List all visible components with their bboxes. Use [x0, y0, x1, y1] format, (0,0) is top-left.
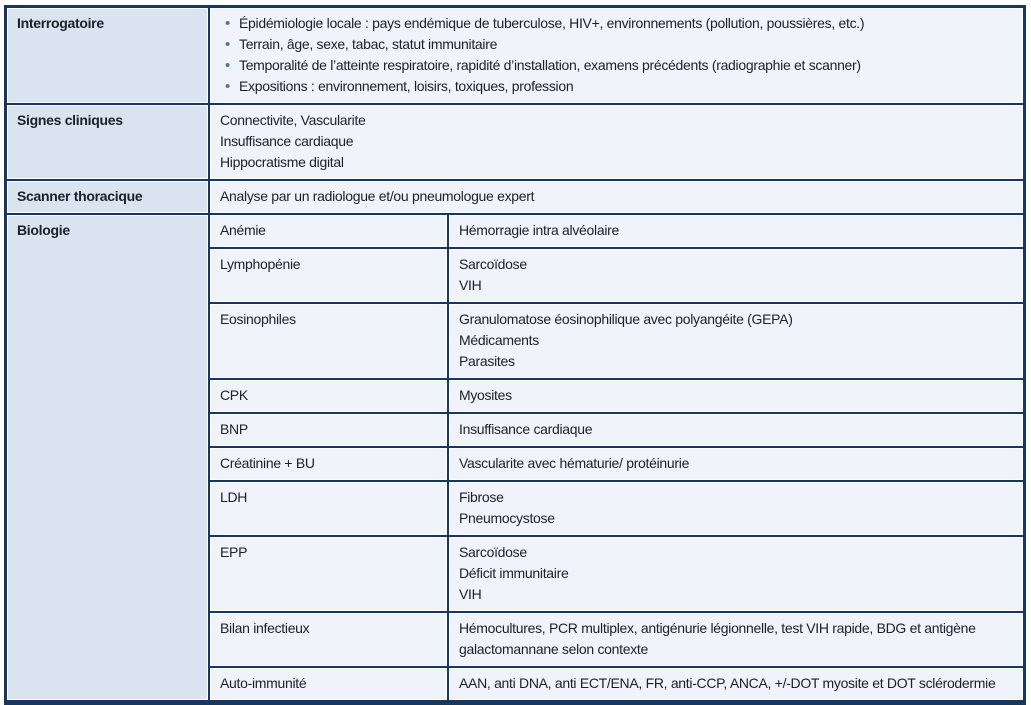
bullet-text: Temporalité de l’atteinte respiratoire, rapidité d’installation, examens précédents (radiographie et scanner) [239, 57, 861, 73]
findings-cell [449, 613, 1023, 666]
row-content-interrogatoire [210, 8, 1023, 103]
findings-cell [449, 380, 1023, 412]
subrow-bnp [210, 414, 1023, 446]
test-cell: EPP [210, 537, 447, 611]
findings-cell [449, 304, 1023, 378]
finding-line: Parasites [459, 353, 515, 369]
test-cell: Créatinine + BU [210, 448, 447, 480]
subrow-cpk [210, 380, 1023, 412]
subrow-epp [210, 537, 1023, 611]
test-cell: Bilan infectieux [210, 613, 447, 666]
findings-cell [449, 414, 1023, 446]
table-row-scanner-thoracique [7, 181, 1023, 213]
bullet-text: Terrain, âge, sexe, tabac, statut immunitaire [239, 36, 498, 52]
row-header-interrogatoire: Interrogatoire [7, 8, 208, 103]
bullet-line [220, 13, 1013, 34]
test-cell: CPK [210, 380, 447, 412]
finding-line: Sarcoïdose [459, 544, 527, 560]
diagnostic-workup-table [4, 5, 1026, 705]
finding-line: Médicaments [459, 332, 539, 348]
subrow-creatinine-bu [210, 448, 1023, 480]
test-cell: Auto-immunité [210, 668, 447, 700]
row-content-scanner-thoracique [210, 181, 1023, 213]
finding-line: VIH [459, 277, 482, 293]
findings-cell [449, 537, 1023, 611]
test-cell: Lymphopénie [210, 249, 447, 302]
finding-line: VIH [459, 586, 482, 602]
finding-line: Pneumocystose [459, 510, 555, 526]
bullet-line [220, 76, 1013, 97]
finding-line: Vascularite avec hématurie/ protéinurie [459, 455, 690, 471]
bullet-line [220, 34, 1013, 55]
test-cell: BNP [210, 414, 447, 446]
table-row-interrogatoire [7, 8, 1023, 103]
table-row-signes-cliniques [7, 105, 1023, 179]
findings-cell [449, 668, 1023, 700]
findings-cell [449, 249, 1023, 302]
subrow-ldh [210, 482, 1023, 535]
findings-cell [449, 448, 1023, 480]
biologie-subtable [210, 215, 1023, 700]
finding-line: Hémocultures, PCR multiplex, antigénurie légionnelle, test VIH rapide, BDG et antigène galactomannane selon contexte [459, 620, 976, 657]
test-cell: Eosinophiles [210, 304, 447, 378]
subrow-auto-immunite [210, 668, 1023, 700]
finding-line: Myosites [459, 387, 512, 403]
test-cell: LDH [210, 482, 447, 535]
table-row-biologie [7, 215, 1023, 700]
subrow-anemie [210, 215, 1023, 247]
subrow-lymphopenie [210, 249, 1023, 302]
bullet-text: Expositions : environnement, loisirs, toxiques, profession [239, 78, 574, 94]
finding-line: Fibrose [459, 489, 504, 505]
content-line: Analyse par un radiologue et/ou pneumologue expert [220, 188, 535, 204]
finding-line: AAN, anti DNA, anti ECT/ENA, FR, anti-CCP, ANCA, +/-DOT myosite et DOT sclérodermie [459, 675, 996, 691]
bullet-icon: • [225, 78, 230, 95]
row-content-signes-cliniques [210, 105, 1023, 179]
finding-line: Déficit immunitaire [459, 565, 569, 581]
row-header-signes-cliniques: Signes cliniques [7, 105, 208, 179]
content-line: Insuffisance cardiaque [220, 133, 354, 149]
subrow-bilan-infectieux [210, 613, 1023, 666]
row-header-scanner-thoracique: Scanner thoracique [7, 181, 208, 213]
bullet-icon: • [225, 57, 230, 74]
bullet-icon: • [225, 15, 230, 32]
bullet-icon: • [225, 36, 230, 53]
row-header-biologie: Biologie [7, 215, 208, 700]
bullet-text: Épidémiologie locale : pays endémique de tuberculose, HIV+, environnements (pollution, poussières, etc.) [239, 15, 865, 31]
content-line: Hippocratisme digital [220, 154, 344, 170]
finding-line: Granulomatose éosinophilique avec polyangéite (GEPA) [459, 311, 793, 327]
finding-line: Insuffisance cardiaque [459, 421, 593, 437]
subrow-eosinophiles [210, 304, 1023, 378]
finding-line: Hémorragie intra alvéolaire [459, 222, 619, 238]
test-cell: Anémie [210, 215, 447, 247]
bullet-line [220, 55, 1013, 76]
findings-cell [449, 482, 1023, 535]
findings-cell [449, 215, 1023, 247]
finding-line: Sarcoïdose [459, 256, 527, 272]
content-line: Connectivite, Vascularite [220, 112, 366, 128]
